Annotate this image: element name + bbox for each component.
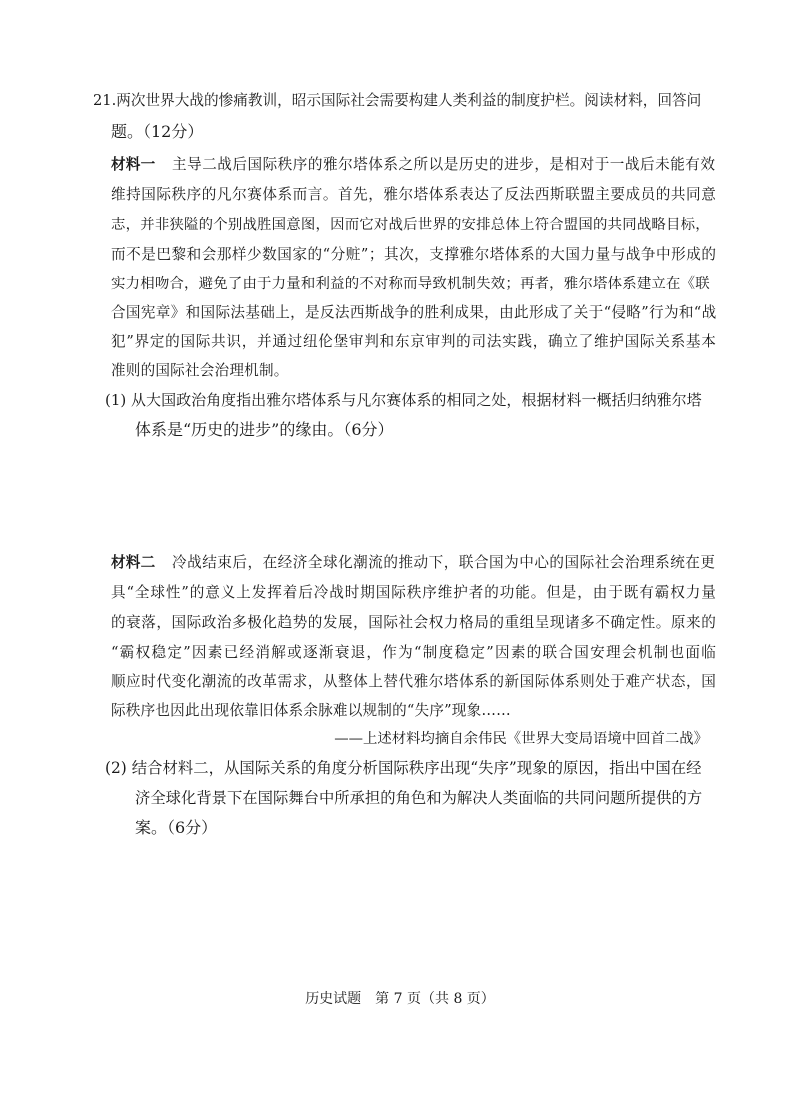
- sub-question-2-line-2: 济全球化背景下在国际舞台中所承担的角色和为解决人类面临的共同问题所提供的方: [135, 789, 703, 807]
- material-2-label: 材料二: [111, 554, 156, 571]
- material-2-line-3: 的衰落，国际政治多极化趋势的发展，国际社会权力格局的重组呈现诸多不确定性。原来的: [111, 614, 717, 631]
- material-1-line-1: 主导二战后国际秩序的雅尔塔体系之所以是历史的进步，是相对于一战后未能有效: [172, 156, 716, 173]
- material-1-line-6: 合国宪章》和国际法基础上，是反法西斯战争的胜利成果，由此形成了关于“侵略”行为和“战: [111, 304, 717, 321]
- material-source: ——上述材料均摘自余伟民《世界大变局语境中回首二战》: [334, 731, 708, 747]
- material-2-line-4: “霸权稳定”因素已经消解或逐渐衰退，作为“制度稳定”因素的联合国安理会机制也面临: [111, 644, 718, 661]
- material-2-line-1: 冷战结束后，在经济全球化潮流的推动下，联合国为中心的国际社会治理系统在更: [172, 554, 716, 571]
- material-1-label: 材料一: [111, 156, 156, 173]
- material-1-line-5: 实力相吻合，避免了由于力量和利益的不对称而导致机制失效；再者，雅尔塔体系建立在《联: [111, 276, 710, 292]
- material-1-line-3: 志，并非狭隘的个别战胜国意图，因而它对战后世界的安排总体上符合盟国的共同战略目标，: [111, 217, 710, 233]
- material-1-line-7: 犯”界定的国际共识，并通过纽伦堡审判和东京审判的司法实践，确立了维护国际关系基本: [111, 333, 717, 350]
- sub-question-2-line-3: 案。（6分）: [135, 818, 218, 837]
- page-footer: 历史试题 第 7 页（共 8 页）: [305, 991, 495, 1007]
- material-2-line-2: 具“全球性”的意义上发挥着后冷战时期国际秩序维护者的功能。但是，由于既有霸权力量: [111, 584, 717, 601]
- sub-question-2-line-1: (2) 结合材料二，从国际关系的角度分析国际秩序出现“失序”现象的原因，指出中国在经: [105, 759, 702, 777]
- material-1-line-8: 准则的国际社会治理机制。: [111, 362, 289, 379]
- material-2-line-6: 际秩序也因此出现依靠旧体系余脉难以规制的“失序”现象……: [111, 702, 511, 719]
- material-1-line-4: 而不是巴黎和会那样少数国家的“分赃”；其次，支撑雅尔塔体系的大国力量与战争中形成的: [111, 246, 717, 263]
- question-stem-line-1: 21.两次世界大战的惨痛教训，昭示国际社会需要构建人类利益的制度护栏。阅读材料，回答问: [93, 92, 702, 109]
- material-1-line-2: 维持国际秩序的凡尔赛体系而言。首先，雅尔塔体系表达了反法西斯联盟主要成员的共同意: [111, 186, 717, 203]
- question-stem-line-2: 题。（12分）: [111, 122, 204, 141]
- material-2-line-5: 顺应时代变化潮流的改革需求，从整体上替代雅尔塔体系的新国际体系则处于难产状态，国: [111, 673, 717, 690]
- sub-question-1-line-2: 体系是“历史的进步”的缘由。（6分）: [135, 420, 394, 439]
- sub-question-1-line-1: (1) 从大国政治角度指出雅尔塔体系与凡尔赛体系的相同之处，根据材料一概括归纳雅尔塔: [105, 391, 702, 409]
